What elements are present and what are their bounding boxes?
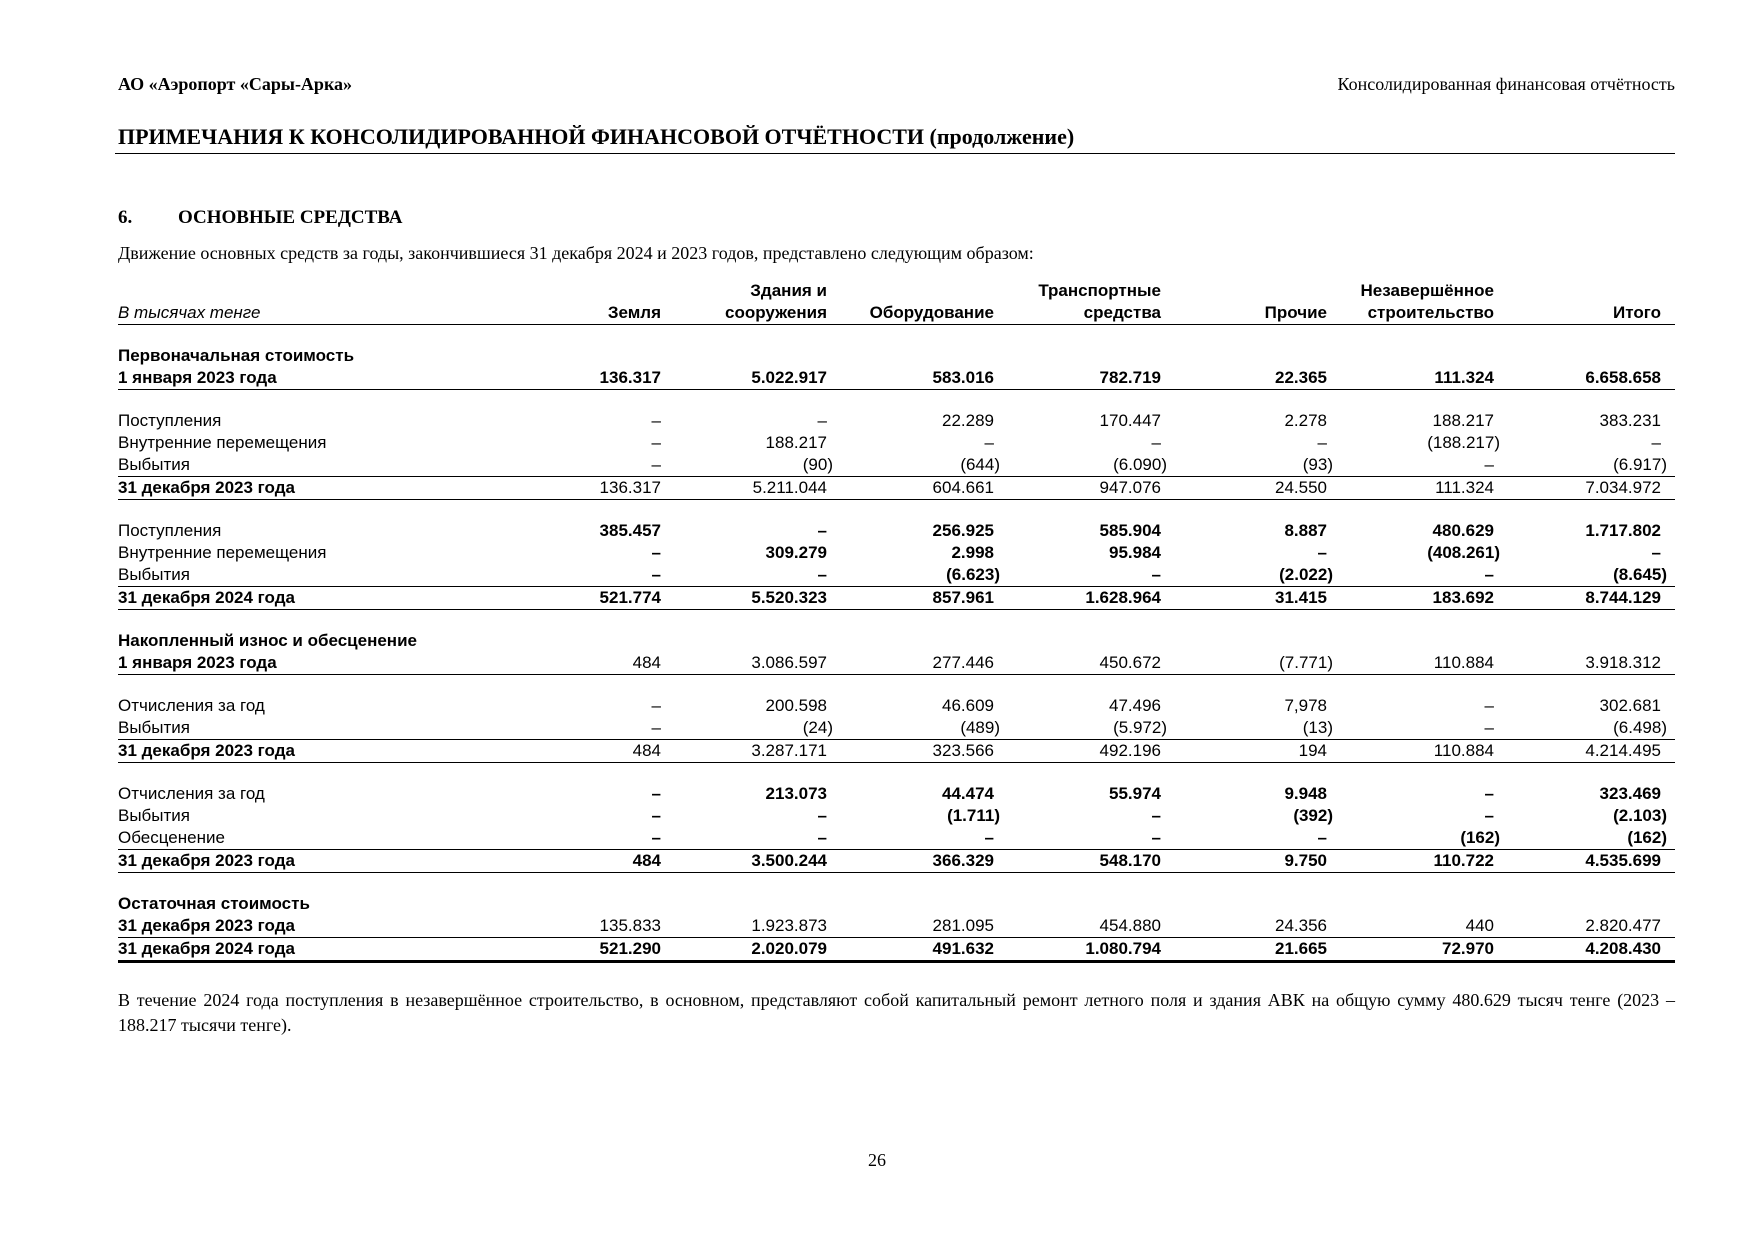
- table-cell: –: [1651, 543, 1661, 562]
- table-cell: (8.645): [1613, 565, 1667, 584]
- table-cell: (489): [960, 718, 1000, 737]
- footnote-text: В течение 2024 года поступления в незавершённое строительство, в основном, представляют собой капитальный ремонт летного поля и здания АВК на общую сумму 480.629 тысяч тенге (2023 – 188.217 тысячи тенге).: [118, 990, 1675, 1035]
- table-row: [118, 520, 1675, 542]
- table-cell: 521.290: [599, 939, 661, 958]
- column-header-line2: сооружения: [725, 303, 827, 322]
- table-cell: (5.972): [1113, 718, 1167, 737]
- table-cell: –: [817, 565, 827, 584]
- column-header-line1: [491, 280, 661, 302]
- row-label: Выбытия: [118, 455, 191, 474]
- table-row: [118, 915, 1675, 938]
- table-cell: 323.469: [1599, 784, 1661, 803]
- table-cell: 277.446: [932, 653, 994, 672]
- table-cell: 72.970: [1442, 939, 1494, 958]
- section-intro: Движение основных средств за годы, закончившиеся 31 декабря 2024 и 2023 годов, представлено следующим образом:: [118, 243, 1034, 263]
- table-cell: 24.356: [1275, 916, 1327, 935]
- table-cell: (2.022): [1279, 565, 1333, 584]
- table-cell: –: [1151, 806, 1161, 825]
- table-cell: –: [1651, 433, 1661, 452]
- table-cell: 1.923.873: [751, 916, 827, 935]
- table-cell: 6.658.658: [1585, 368, 1661, 387]
- table-cell: –: [1317, 543, 1327, 562]
- table-cell: 110.722: [1433, 851, 1494, 870]
- row-spacer: [118, 610, 1675, 630]
- column-header: [1324, 280, 1494, 324]
- column-header-line2: средства: [1083, 303, 1161, 322]
- table-cell: 46.609: [942, 696, 994, 715]
- table-cell: 548.170: [1099, 851, 1161, 870]
- table-cell: –: [984, 433, 994, 452]
- table-cell: 585.904: [1099, 521, 1161, 540]
- table-cell: –: [1484, 565, 1494, 584]
- table-row: [118, 740, 1675, 763]
- row-label: 31 декабря 2024 года: [118, 588, 295, 607]
- table-cell: (6.917): [1613, 455, 1667, 474]
- table-cell: –: [817, 806, 827, 825]
- table-cell: (644): [960, 455, 1000, 474]
- table-cell: 194: [1298, 741, 1327, 760]
- title-divider: [115, 153, 1675, 154]
- page-title-main: ПРИМЕЧАНИЯ К КОНСОЛИДИРОВАННОЙ ФИНАНСОВОЙ ОТЧЁТНОСТИ: [118, 124, 924, 149]
- table-cell: 3.500.244: [751, 851, 827, 870]
- table-cell: 1.628.964: [1085, 588, 1161, 607]
- table-cell: 480.629: [1432, 521, 1494, 540]
- table-cell: –: [817, 828, 827, 847]
- table-cell: 256.925: [932, 521, 994, 540]
- table-row: [118, 477, 1675, 500]
- table-cell: 4.214.495: [1585, 741, 1661, 760]
- table-cell: 8.744.129: [1585, 588, 1661, 607]
- fixed-assets-table: [118, 278, 1675, 963]
- table-cell: 3.287.171: [751, 741, 827, 760]
- table-cell: 484: [632, 851, 661, 870]
- table-cell: 95.984: [1109, 543, 1161, 562]
- column-header-line1: Транспортные: [1038, 281, 1161, 300]
- table-cell: –: [1484, 806, 1494, 825]
- table-cell: 857.961: [932, 588, 994, 607]
- table-cell: –: [651, 718, 661, 737]
- table-cell: 110.884: [1433, 741, 1494, 760]
- row-label: Обесценение: [118, 828, 225, 847]
- table-cell: (392): [1293, 806, 1333, 825]
- page-title-suffix: (продолжение): [924, 124, 1075, 149]
- table-row: [118, 652, 1675, 675]
- table-cell: 135.833: [599, 916, 661, 935]
- table-cell: –: [1151, 433, 1161, 452]
- row-label: Первоначальная стоимость: [118, 346, 355, 365]
- table-cell: 450.672: [1099, 653, 1161, 672]
- table-cell: (6.498): [1613, 718, 1667, 737]
- table-cell: (24): [802, 718, 833, 737]
- table-cell: 440: [1465, 916, 1494, 935]
- row-spacer: [118, 873, 1675, 893]
- row-spacer: [118, 763, 1675, 783]
- table-cell: –: [1484, 455, 1494, 474]
- table-cell: (162): [1460, 828, 1500, 847]
- table-cell: (6.623): [946, 565, 1000, 584]
- table-cell: –: [1317, 433, 1327, 452]
- table-cell: 4.208.430: [1585, 939, 1661, 958]
- table-cell: 8.887: [1284, 521, 1327, 540]
- table-cell: –: [1484, 718, 1494, 737]
- table-cell: 2.820.477: [1585, 916, 1661, 935]
- table-cell: 484: [632, 741, 661, 760]
- table-cell: 110.884: [1433, 653, 1494, 672]
- table-row: [118, 783, 1675, 805]
- table-cell: –: [651, 433, 661, 452]
- table-cell: –: [1484, 784, 1494, 803]
- table-cell: 31.415: [1275, 588, 1327, 607]
- column-header-line2: Оборудование: [869, 303, 994, 322]
- table-cell: 213.073: [765, 784, 827, 803]
- table-cell: 22.289: [942, 411, 994, 430]
- column-header: [991, 280, 1161, 324]
- table-cell: 484: [632, 653, 661, 672]
- row-label: 1 января 2023 года: [118, 368, 277, 387]
- table-cell: (408.261): [1427, 543, 1500, 562]
- table-cell: 383.231: [1599, 411, 1661, 430]
- row-label: 31 декабря 2023 года: [118, 851, 295, 870]
- row-label: Поступления: [118, 521, 222, 540]
- table-cell: 492.196: [1099, 741, 1161, 760]
- column-header-line1: Незавершённое: [1360, 281, 1494, 300]
- table-cell: (6.090): [1113, 455, 1167, 474]
- table-row: [118, 432, 1675, 454]
- row-label: Остаточная стоимость: [118, 894, 310, 913]
- row-label: Отчисления за год: [118, 784, 265, 803]
- table-cell: –: [817, 411, 827, 430]
- table-row: [118, 827, 1675, 850]
- table-cell: –: [1484, 696, 1494, 715]
- table-cell: 5.520.323: [751, 588, 827, 607]
- table-cell: (2.103): [1613, 806, 1667, 825]
- table-cell: 47.496: [1109, 696, 1161, 715]
- table-cell: 521.774: [599, 588, 661, 607]
- table-cell: 947.076: [1099, 478, 1161, 497]
- column-header: [1491, 280, 1661, 324]
- row-label: 31 декабря 2024 года: [118, 939, 295, 958]
- table-cell: 5.211.044: [752, 478, 827, 497]
- unit-label: В тысячах тенге: [118, 303, 261, 322]
- table-body: [118, 325, 1675, 963]
- table-cell: –: [651, 828, 661, 847]
- row-label: Поступления: [118, 411, 222, 430]
- row-label: 31 декабря 2023 года: [118, 741, 295, 760]
- column-header: [657, 280, 827, 324]
- table-row: [118, 345, 1675, 367]
- row-label: Отчисления за год: [118, 696, 265, 715]
- table-cell: 136.317: [599, 368, 661, 387]
- table-cell: –: [1151, 828, 1161, 847]
- column-header-line2: Итого: [1613, 303, 1661, 322]
- table-row: [118, 850, 1675, 873]
- table-cell: 491.632: [932, 939, 994, 958]
- table-row: [118, 542, 1675, 564]
- table-row: [118, 367, 1675, 390]
- column-header: [824, 280, 994, 324]
- row-label: 1 января 2023 года: [118, 653, 277, 672]
- table-cell: 111.324: [1435, 478, 1494, 497]
- table-cell: –: [651, 455, 661, 474]
- column-header-line2: Земля: [607, 303, 661, 322]
- row-spacer: [118, 500, 1675, 520]
- table-cell: (162): [1627, 828, 1667, 847]
- table-cell: 22.365: [1275, 368, 1327, 387]
- table-cell: –: [984, 828, 994, 847]
- table-cell: –: [1317, 828, 1327, 847]
- table-cell: 55.974: [1109, 784, 1161, 803]
- table-cell: 302.681: [1599, 696, 1661, 715]
- table-cell: 604.661: [932, 478, 994, 497]
- row-label: Внутренние перемещения: [118, 433, 327, 452]
- table-cell: 1.080.794: [1085, 939, 1161, 958]
- table-cell: 2.278: [1284, 411, 1327, 430]
- table-cell: 200.598: [765, 696, 827, 715]
- column-header: [1157, 280, 1327, 324]
- table-cell: 7,978: [1284, 696, 1327, 715]
- table-cell: 323.566: [932, 741, 994, 760]
- table-row: [118, 938, 1675, 963]
- column-header: [491, 280, 661, 324]
- table-cell: 44.474: [942, 784, 994, 803]
- table-cell: (188.217): [1427, 433, 1500, 452]
- table-cell: 3.918.312: [1585, 653, 1661, 672]
- table-cell: 366.329: [932, 851, 994, 870]
- table-cell: 188.217: [765, 433, 827, 452]
- table-cell: 3.086.597: [751, 653, 827, 672]
- table-cell: 385.457: [599, 521, 661, 540]
- table-cell: –: [651, 543, 661, 562]
- table-cell: –: [651, 411, 661, 430]
- table-cell: 2.020.079: [751, 939, 827, 958]
- row-label: Внутренние перемещения: [118, 543, 327, 562]
- table-cell: –: [651, 806, 661, 825]
- table-row: [118, 410, 1675, 432]
- table-cell: 9.948: [1284, 784, 1327, 803]
- table-cell: (90): [802, 455, 833, 474]
- section-number: 6.: [118, 207, 133, 228]
- column-header-line2: строительство: [1367, 303, 1494, 322]
- table-cell: 111.324: [1434, 368, 1494, 387]
- table-row: [118, 564, 1675, 587]
- table-row: [118, 893, 1675, 915]
- column-header-line1: [1491, 280, 1661, 302]
- row-spacer: [118, 325, 1675, 345]
- table-cell: (1.711): [947, 806, 1000, 825]
- table-cell: 309.279: [765, 543, 827, 562]
- table-cell: 5.022.917: [751, 368, 827, 387]
- column-header-line1: [1157, 280, 1327, 302]
- row-spacer: [118, 390, 1675, 410]
- table-cell: 170.447: [1099, 411, 1161, 430]
- table-cell: –: [651, 565, 661, 584]
- table-cell: 281.095: [932, 916, 994, 935]
- table-cell: 782.719: [1099, 368, 1161, 387]
- table-cell: 1.717.802: [1585, 521, 1661, 540]
- table-row: [118, 717, 1675, 740]
- table-cell: 21.665: [1275, 939, 1327, 958]
- column-header-line1: Здания и: [750, 281, 827, 300]
- table-cell: 24.550: [1275, 478, 1327, 497]
- table-row: [118, 587, 1675, 610]
- table-row: [118, 630, 1675, 652]
- table-cell: 2.998: [951, 543, 994, 562]
- column-header-line2: Прочие: [1264, 303, 1327, 322]
- table-cell: (93): [1302, 455, 1333, 474]
- column-header-line1: [824, 280, 994, 302]
- table-cell: 454.880: [1099, 916, 1161, 935]
- row-label: Накопленный износ и обесценение: [118, 631, 417, 650]
- table-header-row: [118, 278, 1675, 325]
- table-cell: 9.750: [1284, 851, 1327, 870]
- section-heading: [118, 207, 402, 229]
- page-title: [118, 124, 1074, 150]
- page-number: 26: [868, 1150, 886, 1170]
- table-cell: 183.692: [1432, 588, 1494, 607]
- table-cell: –: [817, 521, 827, 540]
- table-cell: –: [651, 696, 661, 715]
- table-cell: –: [1151, 565, 1161, 584]
- table-cell: 583.016: [932, 368, 994, 387]
- table-cell: 7.034.972: [1585, 478, 1661, 497]
- table-cell: 136.317: [599, 478, 661, 497]
- table-row: [118, 695, 1675, 717]
- report-name: Консолидированная финансовая отчётность: [1337, 74, 1675, 94]
- company-name: АО «Аэропорт «Сары-Арка»: [118, 74, 353, 94]
- row-label: Выбытия: [118, 806, 191, 825]
- table-cell: –: [651, 784, 661, 803]
- table-cell: (7.771): [1279, 653, 1333, 672]
- table-cell: 4.535.699: [1585, 851, 1661, 870]
- row-label: Выбытия: [118, 718, 191, 737]
- row-label: 31 декабря 2023 года: [118, 916, 295, 935]
- row-spacer: [118, 675, 1675, 695]
- table-row: [118, 454, 1675, 477]
- table-cell: (13): [1302, 718, 1333, 737]
- row-label: 31 декабря 2023 года: [118, 478, 295, 497]
- table-cell: 188.217: [1432, 411, 1494, 430]
- table-row: [118, 805, 1675, 827]
- row-label: Выбытия: [118, 565, 191, 584]
- section-title: ОСНОВНЫЕ СРЕДСТВА: [178, 207, 403, 228]
